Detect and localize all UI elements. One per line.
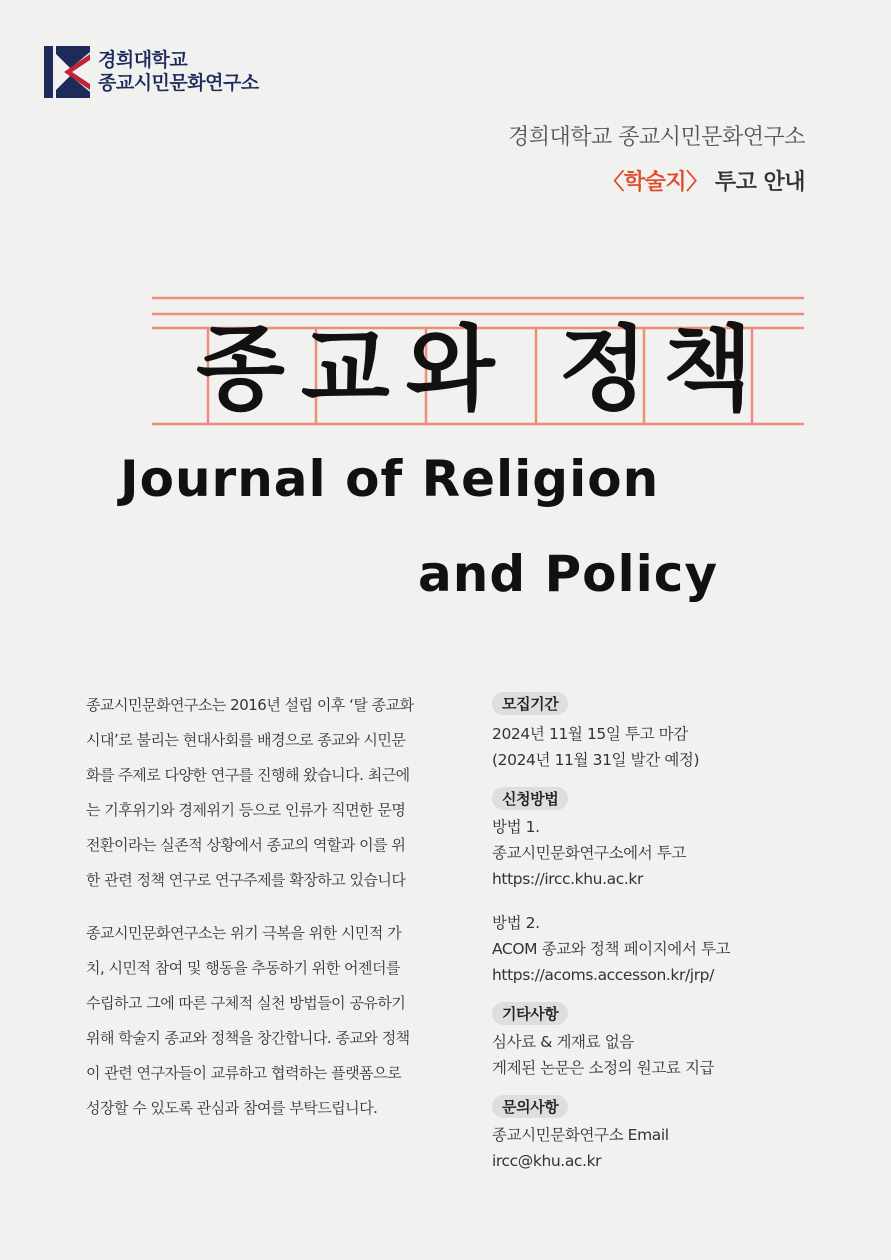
- period-tag: 모집기간: [492, 692, 568, 715]
- contact-tag: 문의사항: [492, 1095, 568, 1118]
- etc-section: [492, 1002, 822, 1081]
- title-english-line2: and Policy: [418, 545, 719, 603]
- intro-paragraph-1: 종교시민문화연구소는 2016년 설립 이후 ‘탈 종교화 시대’로 불리는 현대사회를 배경으로 종교와 시민문화를 주제로 다양한 연구를 진행해 왔습니다. 최근에는 기후위기와 경제위기 등으로 인류가 직면한 문명전환이라는 실존적 상황에서 종교의 역할과 이를 위한 관련 정책 연구로 연구주제를 확장하고 있습니다: [86, 696, 414, 889]
- period-line1: 2024년 11월 15일 투고 마감: [492, 725, 688, 743]
- info-panel: [492, 692, 822, 1188]
- logo-k-icon: [44, 46, 90, 98]
- header-org: 경희대학교 종교시민문화연구소: [507, 125, 805, 150]
- method-tag: 신청방법: [492, 787, 568, 810]
- contact-line1: 종교시민문화연구소 Email: [492, 1126, 669, 1144]
- header-rest: 투고 안내: [707, 170, 805, 195]
- method-section: [492, 787, 822, 988]
- method2-desc: ACOM 종교와 정책 페이지에서 투고: [492, 940, 731, 958]
- logo-line2: 종교시민문화연구소: [98, 72, 259, 94]
- etc-line1: 심사료 & 게재료 없음: [492, 1033, 634, 1051]
- intro-paragraph-2: 종교시민문화연구소는 위기 극복을 위한 시민적 가치, 시민적 참여 및 행동을 추동하기 위한 어젠더를 수립하고 그에 따른 구체적 실천 방법들이 공유하기 위해 학술지 종교와 정책을 창간합니다. 종교와 정책이 관련 연구자들이 교류하고 협력하는 플랫폼으로 성장할 수 있도록 관심과 참여를 부탁드립니다.: [86, 924, 410, 1117]
- contact-section: [492, 1095, 822, 1174]
- method1-title: 방법 1.: [492, 818, 540, 836]
- header: [508, 120, 805, 196]
- logo-text: [98, 49, 259, 95]
- method2-url[interactable]: https://acoms.accesson.kr/jrp/: [492, 966, 714, 984]
- etc-line2: 게제된 논문은 소정의 원고료 지급: [492, 1059, 715, 1077]
- intro-text: [86, 688, 416, 1144]
- etc-tag: 기타사항: [492, 1002, 568, 1025]
- title-grid: [152, 296, 804, 426]
- institute-logo: [44, 46, 259, 98]
- method1-desc: 종교시민문화연구소에서 투고: [492, 844, 686, 862]
- period-line2: (2024년 11월 31일 발간 예정): [492, 751, 700, 769]
- journal-label: 〈학술지〉: [602, 170, 708, 195]
- title-english-line1: Journal of Religion: [120, 450, 660, 508]
- title-korean: 종교와 정책: [196, 316, 769, 423]
- method2-title: 방법 2.: [492, 914, 540, 932]
- logo-line1: 경희대학교: [98, 49, 188, 71]
- contact-email[interactable]: ircc@khu.ac.kr: [492, 1152, 602, 1170]
- period-section: [492, 692, 822, 773]
- header-subtitle: [508, 165, 805, 196]
- method1-url[interactable]: https://ircc.khu.ac.kr: [492, 870, 643, 888]
